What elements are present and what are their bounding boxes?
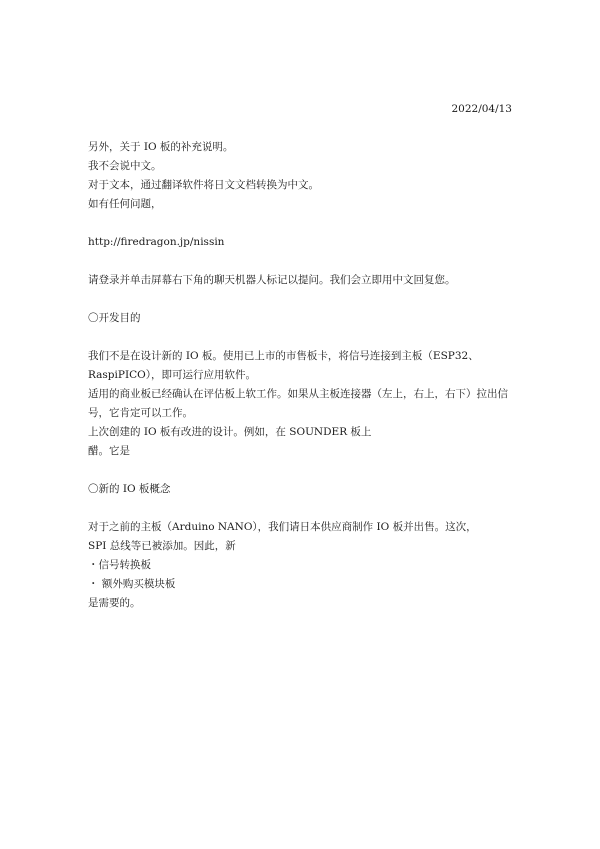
concept-paragraph: 对于之前的主板（Arduino NANO），我们请日本供应商制作 IO 板并出售。这次， [88, 521, 477, 533]
website-url[interactable]: http://firedragon.jp/nissin [88, 236, 225, 248]
concept-bullet: ・ 额外购买模块板 [88, 578, 176, 590]
concept-paragraph: 是需要的。 [88, 597, 141, 609]
section-heading-concept: 〇新的 IO 板概念 [88, 483, 171, 495]
concept-bullet: ・信号转换板 [88, 559, 151, 571]
intro-line: 如有任何问题， [88, 198, 162, 210]
section-heading-purpose: 〇开发目的 [88, 312, 141, 324]
intro-line: 我不会说中文。 [88, 160, 162, 172]
document-body [88, 138, 528, 613]
purpose-paragraph: 上次创建的 IO 板有改进的设计。例如，在 SOUNDER 板上 [88, 426, 372, 438]
purpose-paragraph: 醋。它是 [88, 445, 130, 457]
intro-line: 对于文本，通过翻译软件将日文文档转换为中文。 [88, 179, 319, 191]
document-date: 2022/04/13 [451, 103, 512, 115]
concept-paragraph: SPI 总线等已被添加。因此，新 [88, 540, 236, 552]
contact-note: 请登录并单击屏幕右下角的聊天机器人标记以提问。我们会立即用中文回复您。 [88, 274, 456, 286]
purpose-paragraph: 适用的商业板已经确认在评估板上软工作。如果从主板连接器（左上，右上，右下）拉出信号，它肯定可以工作。 [88, 388, 508, 419]
intro-line: 另外，关于 IO 板的补充说明。 [88, 141, 234, 153]
purpose-paragraph: 我们不是在设计新的 IO 板。使用已上市的市售板卡，将信号连接到主板（ESP32、RaspiPICO），即可运行应用软件。 [88, 350, 479, 381]
